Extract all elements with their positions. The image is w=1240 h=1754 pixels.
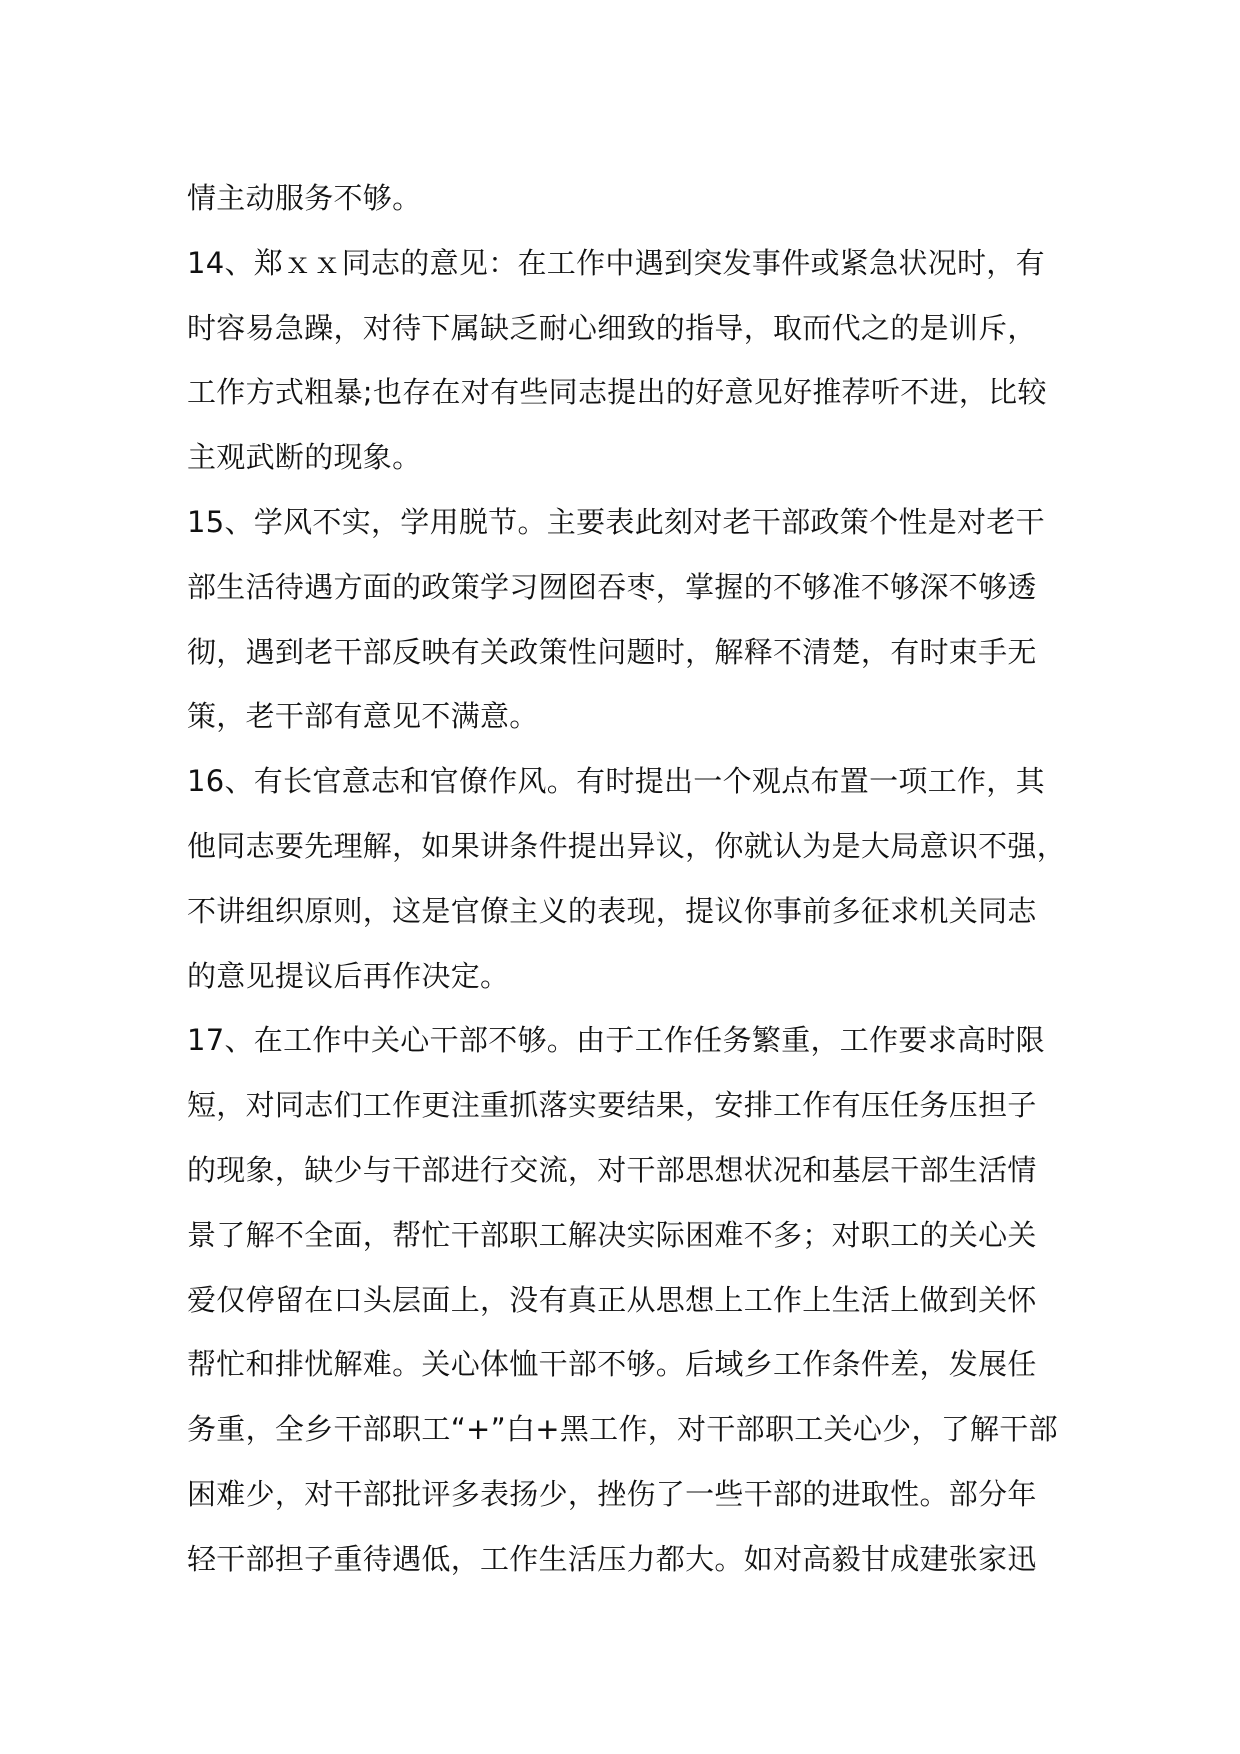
document-body — [187, 166, 1087, 1592]
text-line: 主观武断的现象。 — [187, 440, 422, 475]
text-line: 策，老干部有意见不满意。 — [187, 699, 539, 734]
text-line: 他同志要先理解，如果讲条件提出异议，你就认为是大局意识不强， — [187, 828, 1067, 863]
text-line: 短，对同志们工作更注重抓落实要结果，安排工作有压任务压担子 — [187, 1088, 1037, 1123]
text-line: 彻，遇到老干部反映有关政策性问题时，解释不清楚，有时束手无 — [187, 634, 1037, 669]
text-line: 景了解不全面，帮忙干部职工解决实际困难不多；对职工的关心关 — [187, 1217, 1037, 1252]
text-line: 的意见提议后再作决定。 — [187, 958, 510, 993]
text-line: 17、在工作中关心干部不够。由于工作任务繁重，工作要求高时限 — [187, 1023, 1045, 1058]
text-line: 爱仅停留在口头层面上，没有真正从思想上工作上生活上做到关怀 — [187, 1282, 1037, 1317]
text-line: 15、学风不实，学用脱节。主要表此刻对老干部政策个性是对老干 — [187, 504, 1045, 539]
text-line: 工作方式粗暴;也存在对有些同志提出的好意见好推荐听不进，比较 — [187, 375, 1047, 410]
text-line: 的现象，缺少与干部进行交流，对干部思想状况和基层干部生活情 — [187, 1152, 1037, 1187]
text-line: 部生活待遇方面的政策学习囫囵吞枣，掌握的不够准不够深不够透 — [187, 569, 1037, 604]
text-line: 时容易急躁，对待下属缺乏耐心细致的指导，取而代之的是训斥， — [187, 310, 1037, 345]
text-line: 16、有长官意志和官僚作风。有时提出一个观点布置一项工作，其 — [187, 764, 1045, 799]
text-line: 不讲组织原则，这是官僚主义的表现，提议你事前多征求机关同志 — [187, 893, 1037, 928]
text-line: 14、郑ｘｘ同志的意见：在工作中遇到突发事件或紧急状况时，有 — [187, 245, 1045, 280]
text-line: 困难少，对干部批评多表扬少，挫伤了一些干部的进取性。部分年 — [187, 1476, 1037, 1511]
text-line: 情主动服务不够。 — [187, 181, 422, 215]
text-line: 务重，全乡干部职工“+”白+黑工作，对干部职工关心少，了解干部 — [187, 1412, 1058, 1447]
text-line: 轻干部担子重待遇低，工作生活压力都大。如对高毅甘成建张家迅 — [187, 1541, 1037, 1576]
text-line: 帮忙和排忧解难。关心体恤干部不够。后域乡工作条件差，发展任 — [187, 1347, 1037, 1382]
